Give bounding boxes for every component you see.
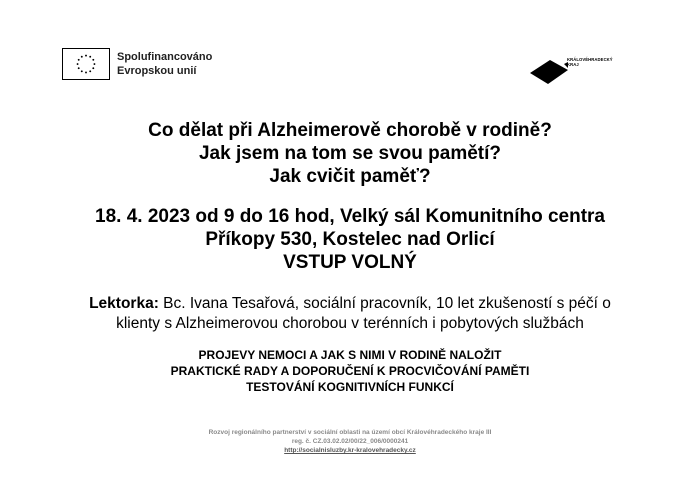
kraj-logo-line1: KRÁLOVÉHRADECKÝ: [567, 57, 613, 62]
lector-info: [40, 294, 660, 334]
eu-star-icon: [81, 70, 83, 72]
eu-star-icon: [81, 56, 83, 58]
kraj-logo-text: [567, 57, 613, 67]
footer-project-name: Rozvoj regionálního partnerství v sociální oblasti na území obcí Královéhradeckého kraje III: [208, 429, 492, 436]
eu-star-icon: [85, 55, 87, 57]
event-entry: VSTUP VOLNÝ: [283, 252, 417, 273]
footer-link[interactable]: http://socialnisluzby.kr-kralovehradecky.cz: [284, 447, 416, 454]
eu-star-icon: [94, 63, 96, 65]
eu-star-icon: [92, 59, 94, 61]
eu-star-icon: [89, 70, 91, 72]
lector-line-2: klienty s Alzheimerovou chorobou v terénních i pobytových službách: [116, 315, 584, 332]
kraj-logo-line2: KRAJ: [567, 62, 579, 67]
eu-star-icon: [85, 72, 87, 74]
eu-star-icon: [78, 67, 80, 69]
eu-cofinancing-logo: [62, 48, 212, 80]
topic-item: TESTOVÁNÍ KOGNITIVNÍCH FUNKCÍ: [246, 380, 454, 394]
eu-logo-line2: Evropskou unií: [117, 65, 197, 77]
eu-star-icon: [92, 67, 94, 69]
poster-title: [0, 119, 700, 188]
lector-description: Bc. Ivana Tesařová, sociální pracovník, 10 let zkušeností s péčí o: [163, 295, 611, 312]
topic-item: PROJEVY NEMOCI A JAK S NIMI V RODINĚ NALOŽIT: [198, 348, 502, 362]
title-line-2: Jak jsem na tom se svou pamětí?: [198, 143, 501, 164]
event-datetime-place: 18. 4. 2023 od 9 do 16 hod, Velký sál Komunitního centra: [95, 206, 605, 227]
footer: [0, 428, 700, 455]
eu-flag-icon: [62, 48, 110, 80]
eu-star-icon: [78, 59, 80, 61]
eu-logo-line1: Spolufinancováno: [117, 51, 213, 63]
lector-label: Lektorka:: [89, 295, 159, 312]
eu-star-icon: [89, 56, 91, 58]
title-line-1: Co dělat při Alzheimerově chorobě v rodině?: [148, 120, 552, 141]
title-line-3: Jak cvičit paměť?: [269, 166, 431, 187]
event-details: [0, 205, 700, 274]
event-address: Příkopy 530, Kostelec nad Orlicí: [205, 229, 495, 250]
lector-line-1: [40, 294, 660, 314]
topic-item: PRAKTICKÉ RADY A DOPORUČENÍ K PROCVIČOVÁNÍ PAMĚTI: [170, 364, 530, 378]
footer-registration-number: reg. č. CZ.03.02.02/00/22_006/0000241: [291, 438, 409, 445]
topics-list: [0, 347, 700, 395]
eu-star-icon: [77, 63, 79, 65]
